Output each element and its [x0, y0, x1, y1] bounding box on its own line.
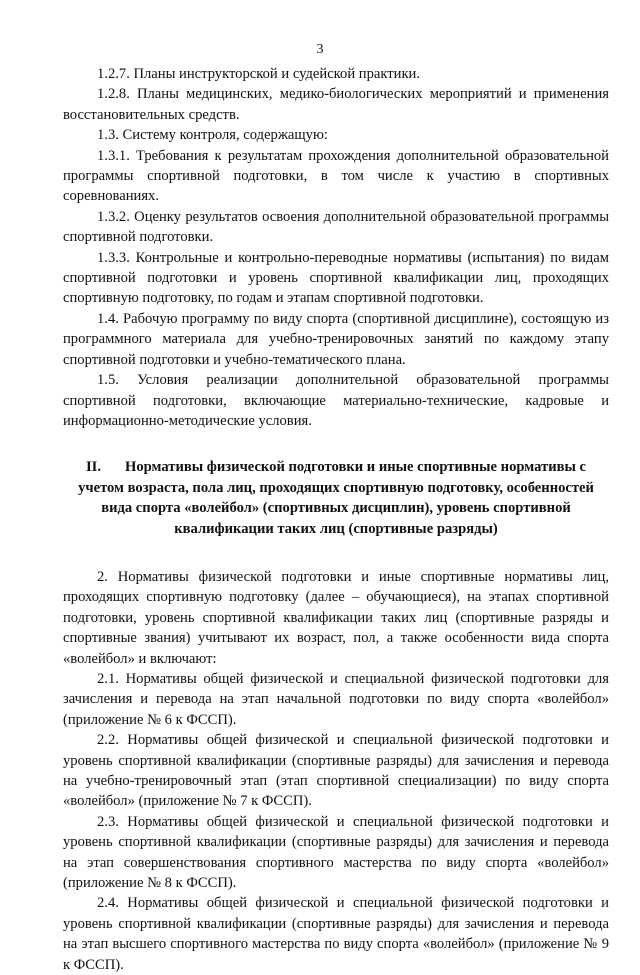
paragraph-2-1: 2.1. Нормативы общей физической и специальной физической подготовки для зачисления и перевода на этап начальной подготовки по виду спорта «волейбол» (приложение № 6 к ФССП).	[63, 670, 609, 728]
paragraph-2: 2. Нормативы физической подготовки и иные спортивные нормативы лиц, проходящих спортивную подготовку (далее – обучающиеся), на этапах спортивной подготовки, уровень спортивной квалификации таких лиц (спортивные разряды и спортивные звания) учитывают их возраст, пол, а также особенности вида спорта «волейбол» и включают:	[63, 568, 609, 667]
spacer	[63, 539, 609, 567]
paragraph-2-3: 2.3. Нормативы общей физической и специальной физической подготовки и уровень спортивной квалификации (спортивные разряды) для зачисления и перевода на этап совершенствования спортивного мастерства по виду спорта «волейбол» (приложение № 8 к ФССП).	[63, 813, 609, 892]
paragraph-1-3-3: 1.3.3. Контрольные и контрольно-переводные нормативы (испытания) по видам спортивной подготовки и уровень спортивной квалификации лиц, проходящих спортивную подготовку, по годам и этапам спортивной подготовки.	[63, 249, 609, 307]
section-title: Нормативы физической подготовки и иные спортивные нормативы с учетом возраста, пола лиц, проходящих спортивную подготовку, особенностей вида спорта «волейбол» (спортивных дисциплин), уровень спортивной квалификации таких лиц (спортивные разряды)	[78, 459, 594, 537]
paragraph-1-3: 1.3. Систему контроля, содержащую:	[97, 127, 328, 144]
section-number: II.	[85, 459, 101, 476]
paragraph-1-3-2: 1.3.2. Оценку результатов освоения дополнительной образовательной программы спортивной подготовки.	[63, 208, 609, 246]
section-heading	[63, 457, 609, 539]
paragraph-1-5: 1.5. Условия реализации дополнительной образовательной программы спортивной подготовки, включающие материально-технические, кадровые и информационно-методические условия.	[63, 372, 609, 429]
paragraph-1-2-8: 1.2.8. Планы медицинских, медико-биологических мероприятий и применения восстановительных средств.	[63, 86, 609, 123]
paragraph-1-4: 1.4. Рабочую программу по виду спорта (спортивной дисциплине), состоящую из программного материала для учебно-тренировочных занятий по каждому этапу спортивной подготовки и учебно-тематического плана.	[63, 310, 609, 368]
page-number: 3	[316, 42, 324, 57]
document-body	[63, 64, 609, 975]
paragraph-2-4: 2.4. Нормативы общей физической и специальной физической подготовки и уровень спортивной квалификации (спортивные разряды) для зачисления и перевода на этап высшего спортивного мастерства по виду спорта «волейбол» (приложение № 9 к ФССП).	[63, 895, 609, 973]
paragraph-1-3-1: 1.3.1. Требования к результатам прохождения дополнительной образовательной программы спортивной подготовки, в том числе к участию в спортивных соревнованиях.	[63, 147, 609, 205]
paragraph-1-2-7: 1.2.7. Планы инструкторской и судейской практики.	[97, 66, 420, 82]
paragraph-2-2: 2.2. Нормативы общей физической и специальной физической подготовки и уровень спортивной квалификации (спортивные разряды) для зачисления и перевода на учебно-тренировочный этап (этап спортивной специализации) по виду спорта «волейбол» (приложение № 7 к ФССП).	[63, 732, 609, 810]
